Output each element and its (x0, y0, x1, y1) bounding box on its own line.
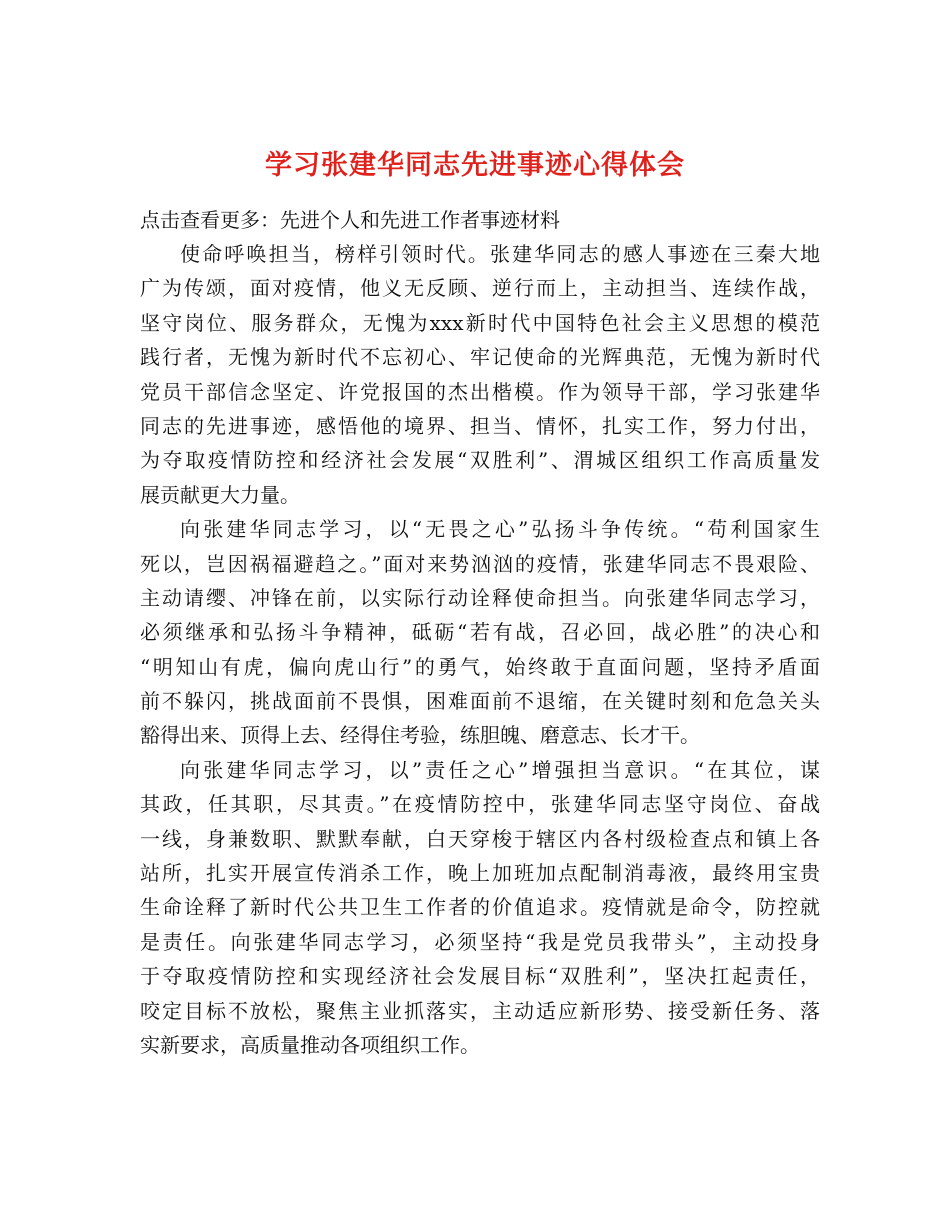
paragraph-line: 必须继承和弘扬斗争精神，砥砺“若有战，召必回，战必胜”的决心和 (140, 620, 820, 645)
paragraph-line: 豁得出来、顶得上去、经得住考验，练胆魄、磨意志、长才干。 (140, 723, 700, 748)
paragraph-3 (140, 753, 820, 1063)
paragraph-line: 前不躲闪，挑战面前不畏惧，困难面前不退缩，在关键时刻和危急关头 (140, 689, 820, 714)
document-body (140, 203, 820, 1062)
paragraph-line: 生命诠释了新时代公共卫生工作者的价值追求。疫情就是命令，防控就 (140, 895, 820, 920)
paragraph-line: 广为传颂，面对疫情，他义无反顾、逆行而上，主动担当、连续作战， (140, 276, 820, 301)
paragraph-line: 站所，扎实开展宣传消杀工作，晚上加班加点配制消毒液，最终用宝贵 (140, 861, 820, 886)
paragraph-line: 其政，任其职，尽其责。”在疫情防控中，张建华同志坚守岗位、奋战 (140, 792, 820, 817)
more-materials-link[interactable]: 点击查看更多：先进个人和先进工作者事迹材料 (140, 208, 560, 232)
paragraph-line: 坚守岗位、服务群众，无愧为xxx新时代中国特色社会主义思想的模范 (140, 310, 820, 335)
paragraph-line: “明知山有虎，偏向虎山行”的勇气，始终敢于直面问题，坚持矛盾面 (140, 654, 820, 679)
paragraph-line: 使命呼唤担当，榜样引领时代。张建华同志的感人事迹在三秦大地 (180, 242, 820, 266)
paragraph-line: 实新要求，高质量推动各项组织工作。 (140, 1032, 480, 1057)
paragraph-1 (140, 237, 820, 512)
paragraph-line: 主动请缨、冲锋在前，以实际行动诠释使命担当。向张建华同志学习， (140, 585, 820, 610)
paragraph-2 (140, 512, 820, 753)
paragraph-line: 展贡献更大力量。 (140, 482, 300, 507)
paragraph-line: 同志的先进事迹，感悟他的境界、担当、情怀，扎实工作，努力付出， (140, 413, 820, 438)
paragraph-line: 党员干部信念坚定、许党报国的杰出楷模。作为领导干部，学习张建华 (140, 379, 820, 404)
paragraph-line: 是责任。向张建华同志学习，必须坚持“我是党员我带头”，主动投身 (140, 929, 820, 954)
document-title: 学习张建华同志先进事迹心得体会 (265, 150, 685, 182)
paragraph-line: 一线，身兼数职、默默奉献，白天穿梭于辖区内各村级检查点和镇上各 (140, 826, 820, 851)
paragraph-line: 践行者，无愧为新时代不忘初心、牢记使命的光辉典范，无愧为新时代 (140, 345, 820, 370)
paragraph-line: 向张建华同志学习，以”责任之心”增强担当意识。“在其位，谋 (180, 757, 820, 782)
paragraph-line: 于夺取疫情防控和实现经济社会发展目标“双胜利”，坚决扛起责任， (140, 964, 820, 989)
paragraph-line: 死以，岂因祸福避趋之。”面对来势汹汹的疫情，张建华同志不畏艰险、 (140, 551, 820, 576)
paragraph-line: 咬定目标不放松，聚焦主业抓落实，主动适应新形势、接受新任务、落 (140, 998, 820, 1023)
paragraph-line: 为夺取疫情防控和经济社会发展“双胜利”、渭城区组织工作高质量发 (140, 448, 820, 473)
paragraph-line: 向张建华同志学习，以“无畏之心”弘扬斗争传统。“苟利国家生 (180, 517, 820, 542)
